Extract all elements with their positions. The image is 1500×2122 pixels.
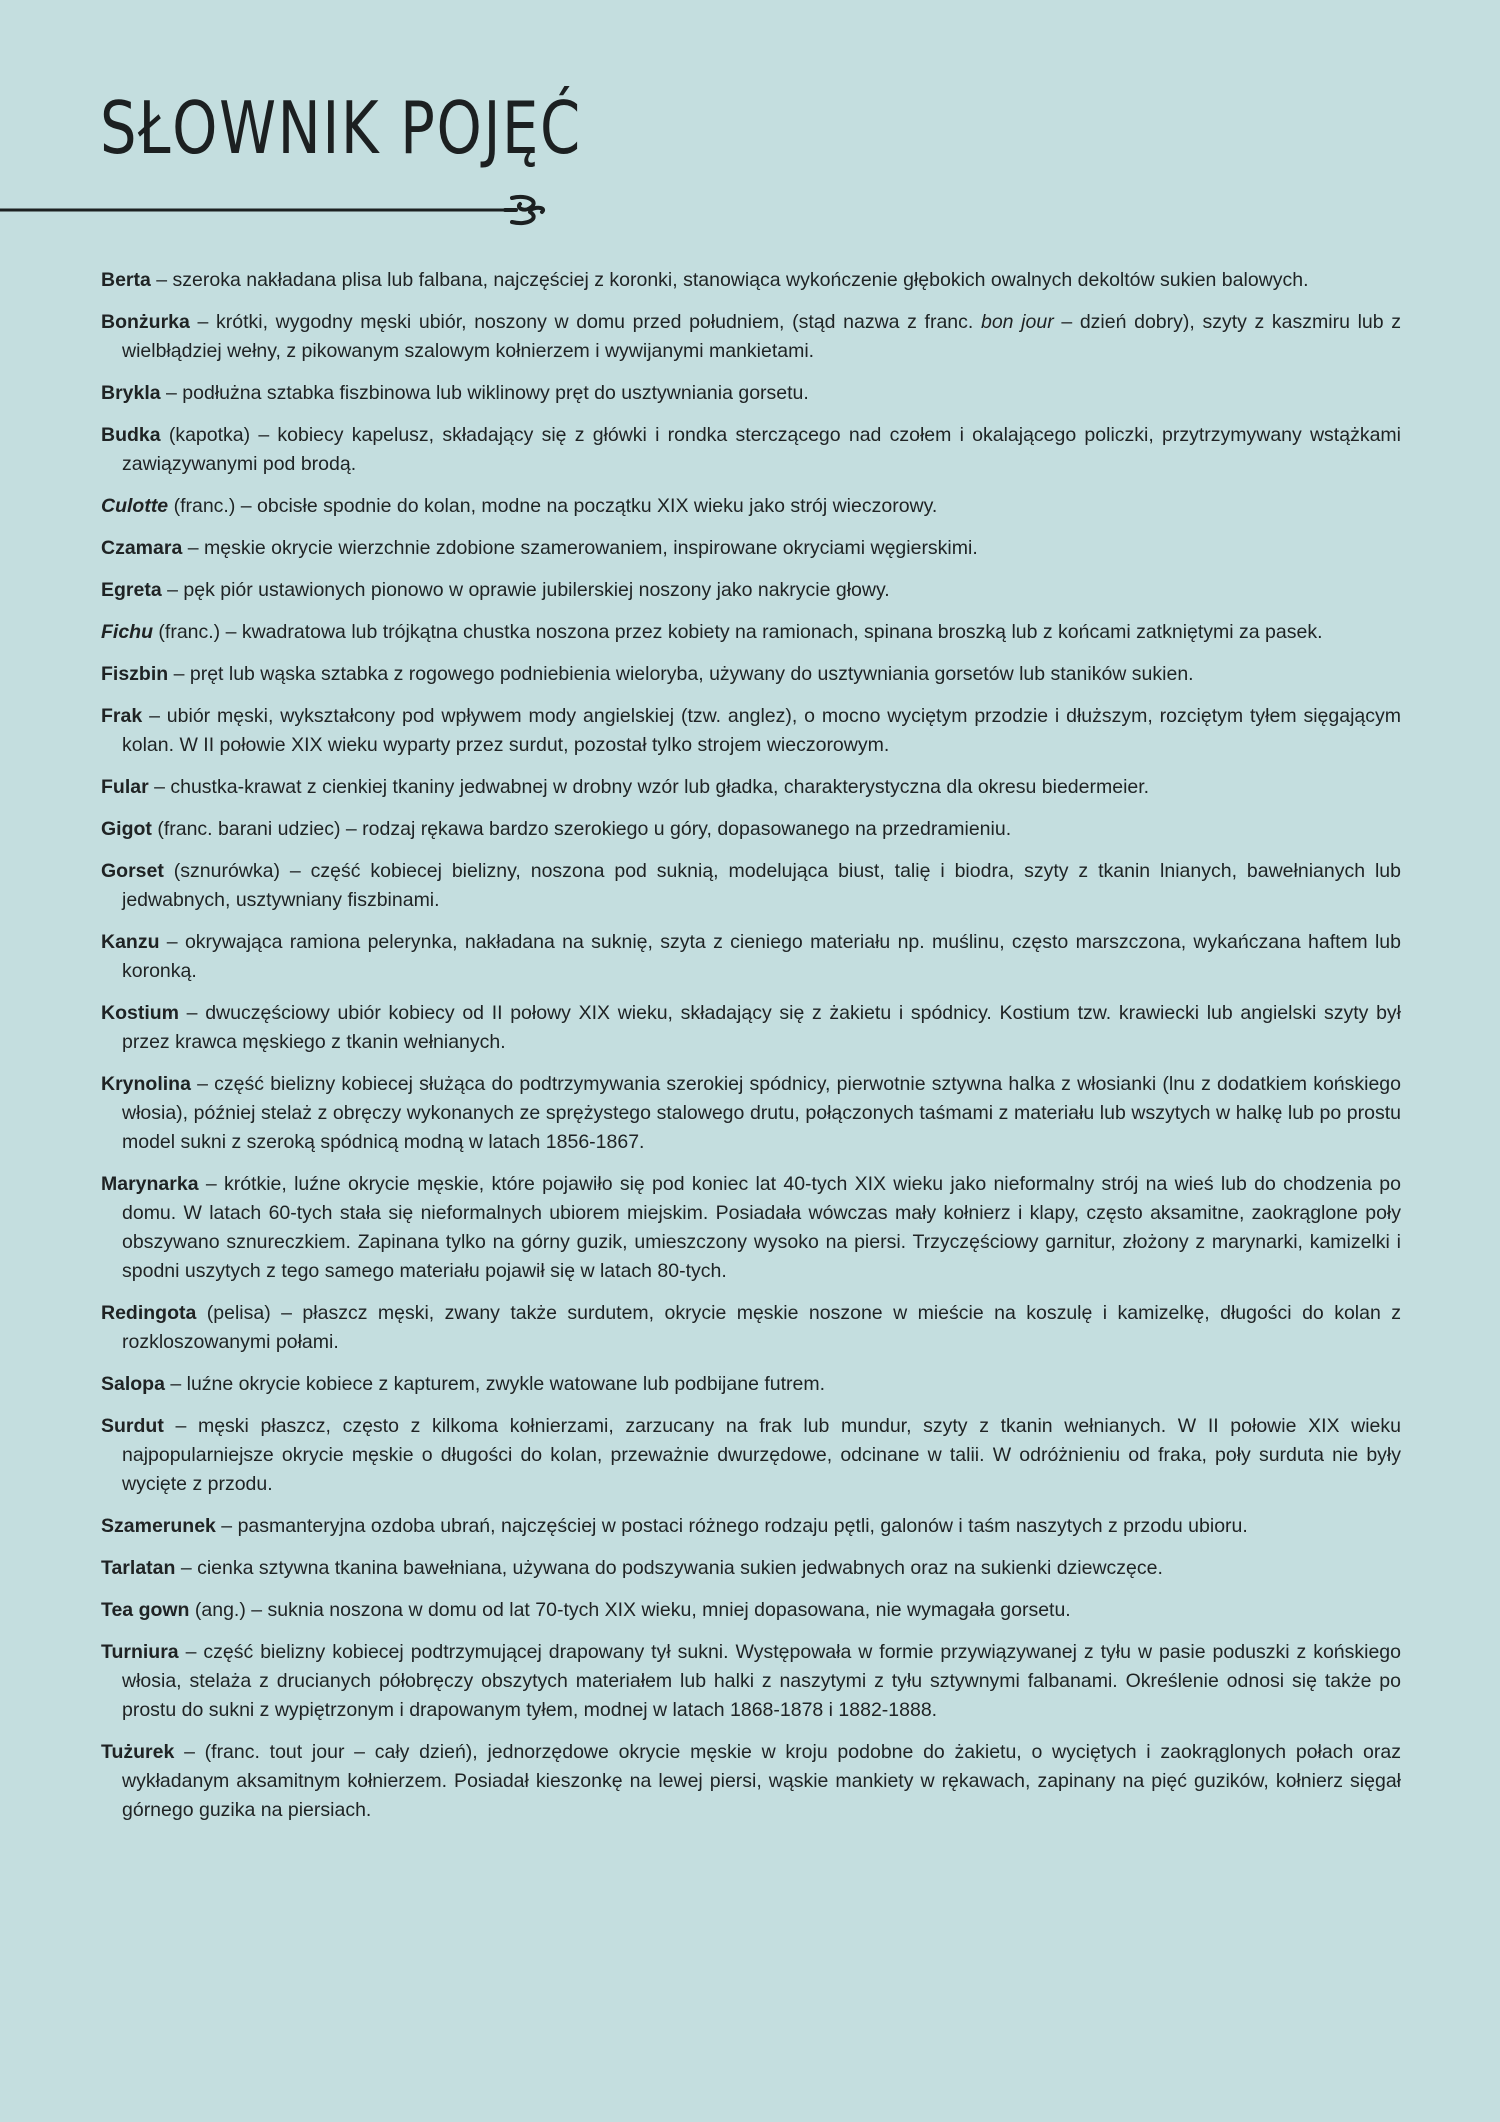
glossary-list [101, 266, 1401, 1838]
glossary-entry [101, 534, 1401, 563]
glossary-definition: – krótkie, luźne okrycie męskie, które pojawiło się pod koniec lat 40-tych XIX wieku jako nieformalny strój na wieś lub do chodzenia po domu. W latach 60-tych stała się nieformalnych ubiorem miejskim. Posiadała wówczas mały kołnierz i klapy, często aksamitne, zaokrąglone poły obszywano sznureczkiem. Zapinana tylko na górny guzik, umieszczony wysoko na piersi. Trzyczęściowy garnitur, złożony z marynarki, kamizelki i spodni uszytych z tego samego materiału pojawił się w latach 80-tych. [122, 1173, 1401, 1282]
glossary-term: Tarlatan [101, 1557, 176, 1579]
glossary-entry [101, 1170, 1401, 1286]
glossary-term: Fular [101, 776, 149, 798]
glossary-term: Turniura [101, 1641, 179, 1663]
glossary-term: Bonżurka [101, 311, 190, 333]
glossary-entry [101, 492, 1401, 521]
glossary-definition: – męskie okrycie wierzchnie zdobione szamerowaniem, inspirowane okryciami węgierskimi. [182, 537, 978, 559]
glossary-entry [101, 1596, 1401, 1625]
glossary-term: Frak [101, 705, 143, 727]
glossary-term: Culotte [101, 495, 169, 517]
glossary-definition: (franc.) – kwadratowa lub trójkątna chustka noszona przez kobiety na ramionach, spinana broszką lub z końcami zatkniętymi za pasek. [153, 621, 1323, 643]
glossary-definition: – chustka-krawat z cienkiej tkaniny jedwabnej w drobny wzór lub gładka, charakterystyczna dla okresu biedermeier. [148, 776, 1150, 798]
glossary-entry [101, 660, 1401, 689]
glossary-entry [101, 999, 1401, 1057]
glossary-term: Salopa [101, 1373, 165, 1395]
glossary-definition: – luźne okrycie kobiece z kapturem, zwykle watowane lub podbijane futrem. [164, 1373, 826, 1395]
glossary-entry [101, 857, 1401, 915]
glossary-entry [101, 266, 1401, 295]
glossary-entry [101, 1370, 1401, 1399]
glossary-entry [101, 928, 1401, 986]
glossary-definition: – krótki, wygodny męski ubiór, noszony w domu przed południem, (stąd nazwa z franc. [189, 311, 981, 333]
glossary-definition: (ang.) – suknia noszona w domu od lat 70-tych XIX wieku, mniej dopasowana, nie wymagała gorsetu. [189, 1599, 1071, 1621]
glossary-entry [101, 576, 1401, 605]
glossary-definition: – część bielizny kobiecej podtrzymującej drapowany tył sukni. Występowała w formie przywiązywanej z tyłu w pasie poduszki z końskiego włosia, stelaża z drucianych półobręczy obszytych materiałem lub halki z naszytymi z tyłu sztywnymi falbanami. Określenie odnosi się także po prostu do sukni z wypiętrzonym i drapowanym tyłem, modnej w latach 1868-1878 i 1882-1888. [122, 1641, 1401, 1721]
glossary-entry [101, 618, 1401, 647]
glossary-definition: – część bielizny kobiecej służąca do podtrzymywania szerokiej spódnicy, pierwotnie sztywna halka z włosianki (lnu z dodatkiem końskiego włosia), później stelaż z obręczy wykonanych ze sprężystego stalowego drutu, połączonych taśmami z materiału lub wszytych w halkę lub po prostu model sukni z szeroką spódnicą modną w latach 1856-1867. [122, 1073, 1401, 1153]
glossary-definition: (franc. barani udziec) – rodzaj rękawa bardzo szerokiego u góry, dopasowanego na przedramieniu. [151, 818, 1012, 840]
glossary-term: Budka [101, 424, 161, 446]
flourish-icon [505, 197, 543, 223]
glossary-term: Gigot [101, 818, 152, 840]
glossary-term: Fichu [101, 621, 153, 643]
glossary-definition-foreign: bon jour [980, 311, 1054, 333]
glossary-entry [101, 1299, 1401, 1357]
glossary-term: Kostium [101, 1002, 179, 1024]
glossary-entry [101, 308, 1401, 366]
glossary-entry [101, 815, 1401, 844]
glossary-entry [101, 1738, 1401, 1825]
glossary-definition: – okrywająca ramiona pelerynka, nakładana na suknię, szyta z cieniego materiału np. muślinu, często marszczona, wykańczana haftem lub koronką. [122, 931, 1401, 982]
glossary-definition: – podłużna sztabka fiszbinowa lub wiklinowy pręt do usztywniania gorsetu. [160, 382, 809, 404]
glossary-term: Czamara [101, 537, 183, 559]
glossary-entry [101, 1412, 1401, 1499]
glossary-definition: (kapotka) – kobiecy kapelusz, składający się z główki i rondka sterczącego nad czołem i okalającego policzki, przytrzymywany wstążkami zawiązywanymi pod brodą. [122, 424, 1401, 475]
glossary-entry [101, 1638, 1401, 1725]
glossary-definition: – męski płaszcz, często z kilkoma kołnierzami, zarzucany na frak lub mundur, szyty z tkanin wełnianych. W II połowie XIX wieku najpopularniejsze okrycie męskie o długości do kolan, przeważnie dwurzędowe, odcinane w talii. W odróżnieniu od fraka, poły surduta nie były wycięte z przodu. [122, 1415, 1401, 1495]
glossary-entry [101, 421, 1401, 479]
glossary-term: Tea gown [101, 1599, 190, 1621]
glossary-definition: – ubiór męski, wykształcony pod wpływem mody angielskiej (tzw. anglez), o mocno wyciętym przodzie i dłuższym, rozciętym tyłem sięgającym kolan. W II połowie XIX wieku wyparty przez surdut, pozostał tylko strojem wieczorowym. [122, 705, 1401, 756]
glossary-definition: – cienka sztywna tkanina bawełniana, używana do podszywania sukien jedwabnych oraz na sukienki dziewczęce. [175, 1557, 1163, 1579]
ornamental-divider [0, 190, 560, 230]
glossary-definition: – pęk piór ustawionych pionowo w oprawie jubilerskiej noszony jako nakrycie głowy. [161, 579, 890, 601]
glossary-entry [101, 1554, 1401, 1583]
glossary-definition: – szeroka nakładana plisa lub falbana, najczęściej z koronki, stanowiąca wykończenie głębokich owalnych dekoltów sukien balowych. [150, 269, 1309, 291]
glossary-entry [101, 379, 1401, 408]
glossary-term: Surdut [101, 1415, 164, 1437]
glossary-definition: – dwuczęściowy ubiór kobiecy od II połowy XIX wieku, składający się z żakietu i spódnicy. Kostium tzw. krawiecki lub angielski szyty był przez krawca męskiego z tkanin wełnianych. [122, 1002, 1401, 1053]
glossary-term: Berta [101, 269, 151, 291]
glossary-term: Fiszbin [101, 663, 169, 685]
glossary-term: Gorset [101, 860, 164, 882]
glossary-term: Krynolina [101, 1073, 191, 1095]
glossary-term: Egreta [101, 579, 162, 601]
page-title: SŁOWNIK POJĘĆ [100, 86, 582, 170]
glossary-term: Brykla [101, 382, 161, 404]
glossary-definition: – pasmanteryjna ozdoba ubrań, najczęściej w postaci różnego rodzaju pętli, galonów i taśm naszytych z przodu ubioru. [215, 1515, 1248, 1537]
glossary-definition: – (franc. tout jour – cały dzień), jednorzędowe okrycie męskie w kroju podobne do żakietu, o wyciętych i zaokrąglonych połach oraz wykładanym aksamitnym kołnierzem. Posiadał kieszonkę na lewej piersi, wąskie mankiety w rękawach, zapinany na pięć guzików, kołnierz sięgał górnego guzika na piersiach. [122, 1741, 1401, 1821]
glossary-term: Tużurek [101, 1741, 175, 1763]
glossary-entry [101, 702, 1401, 760]
glossary-term: Marynarka [101, 1173, 199, 1195]
glossary-entry [101, 1512, 1401, 1541]
glossary-term: Szamerunek [101, 1515, 216, 1537]
glossary-definition: (pelisa) – płaszcz męski, zwany także surdutem, okrycie męskie noszone w mieście na koszulę i kamizelkę, długości do kolan z rozkloszowanymi połami. [122, 1302, 1401, 1353]
glossary-definition: (franc.) – obcisłe spodnie do kolan, modne na początku XIX wieku jako strój wieczorowy. [168, 495, 938, 517]
glossary-term: Kanzu [101, 931, 160, 953]
glossary-term: Redingota [101, 1302, 197, 1324]
glossary-definition: (sznurówka) – część kobiecej bielizny, noszona pod suknią, modelująca biust, talię i biodra, szyty z tkanin lnianych, bawełnianych lub jedwabnych, usztywniany fiszbinami. [122, 860, 1401, 911]
glossary-definition: – pręt lub wąska sztabka z rogowego podniebienia wieloryba, używany do usztywniania gorsetów lub staników sukien. [168, 663, 1194, 685]
glossary-definition-rest: – dzień dobry), szyty z kaszmiru lub z wielbłądziej wełny, z pikowanym szalowym kołnierzem i wywijanymi mankietami. [122, 311, 1402, 362]
glossary-entry [101, 1070, 1401, 1157]
glossary-entry [101, 773, 1401, 802]
